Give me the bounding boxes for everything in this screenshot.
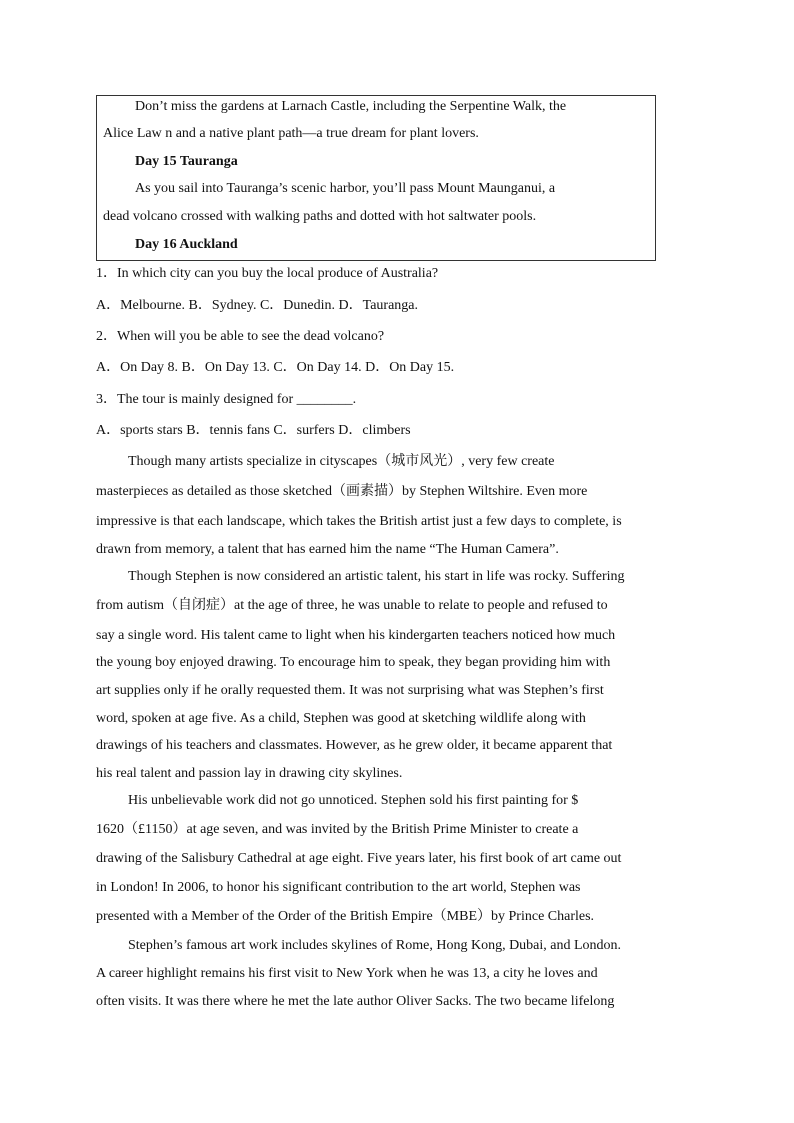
passage-line: Though Stephen is now considered an artistic talent, his start in life was rocky. Suffering [128, 569, 625, 584]
question-3-options: A．sports stars B．tennis fans C．surfers D．climbers [96, 423, 411, 438]
passage-line: his real talent and passion lay in drawing city skylines. [96, 766, 403, 781]
passage-line: 1620（£1150）at age seven, and was invited by the British Prime Minister to create a [96, 822, 579, 837]
question-2-options: A．On Day 8. B．On Day 13. C．On Day 14. D．On Day 15. [96, 360, 455, 375]
passage-line: His unbelievable work did not go unnoticed. Stephen sold his first painting for $ [128, 793, 579, 808]
passage-line: art supplies only if he orally requested them. It was not surprising what was Stephen’s first [96, 683, 604, 698]
passage-line: masterpieces as detailed as those sketched（画素描）by Stephen Wiltshire. Even more [96, 484, 588, 499]
box-paragraph-line: Alice Law n and a native plant path—a true dream for plant lovers. [103, 126, 479, 141]
box-paragraph-line: dead volcano crossed with walking paths and dotted with hot saltwater pools. [103, 209, 537, 224]
box-paragraph-line: Don’t miss the gardens at Larnach Castle, including the Serpentine Walk, the [135, 99, 567, 114]
question-1-options: A．Melbourne. B．Sydney. C．Dunedin. D．Tauranga. [96, 298, 419, 313]
passage-line: drawings of his teachers and classmates. However, as he grew older, it became apparent that [96, 738, 613, 753]
passage-line: the young boy enjoyed drawing. To encourage him to speak, they began providing him with [96, 655, 611, 670]
passage-line: Stephen’s famous art work includes skylines of Rome, Hong Kong, Dubai, and London. [128, 938, 622, 953]
passage-line: say a single word. His talent came to light when his kindergarten teachers noticed how much [96, 628, 616, 643]
passage-line: from autism（自闭症）at the age of three, he was unable to relate to people and refused to [96, 598, 608, 613]
passage-line: A career highlight remains his first visit to New York when he was 13, a city he loves and [96, 966, 598, 981]
passage-line: in London! In 2006, to honor his significant contribution to the art world, Stephen was [96, 880, 581, 895]
passage-line: word, spoken at age five. As a child, Stephen was good at sketching wildlife along with [96, 711, 586, 726]
box-paragraph-line: As you sail into Tauranga’s scenic harbor, you’ll pass Mount Maunganui, a [135, 181, 556, 196]
question-3: 3．The tour is mainly designed for ________. [96, 392, 357, 407]
passage-line: drawing of the Salisbury Cathedral at age eight. Five years later, his first book of art came out [96, 851, 622, 866]
question-1: 1．In which city can you buy the local produce of Australia? [96, 266, 439, 281]
passage-line: presented with a Member of the Order of the British Empire（MBE）by Prince Charles. [96, 909, 595, 924]
day-16-heading: Day 16 Auckland [135, 237, 238, 252]
question-2: 2．When will you be able to see the dead volcano? [96, 329, 385, 344]
passage-line: Though many artists specialize in cityscapes（城市风光）, very few create [128, 454, 555, 469]
passage-line: often visits. It was there where he met the late author Oliver Sacks. The two became lifelong [96, 994, 615, 1009]
passage-line: impressive is that each landscape, which takes the British artist just a few days to complete, is [96, 514, 622, 529]
passage-line: drawn from memory, a talent that has earned him the name “The Human Camera”. [96, 542, 559, 557]
day-15-heading: Day 15 Tauranga [135, 154, 238, 169]
